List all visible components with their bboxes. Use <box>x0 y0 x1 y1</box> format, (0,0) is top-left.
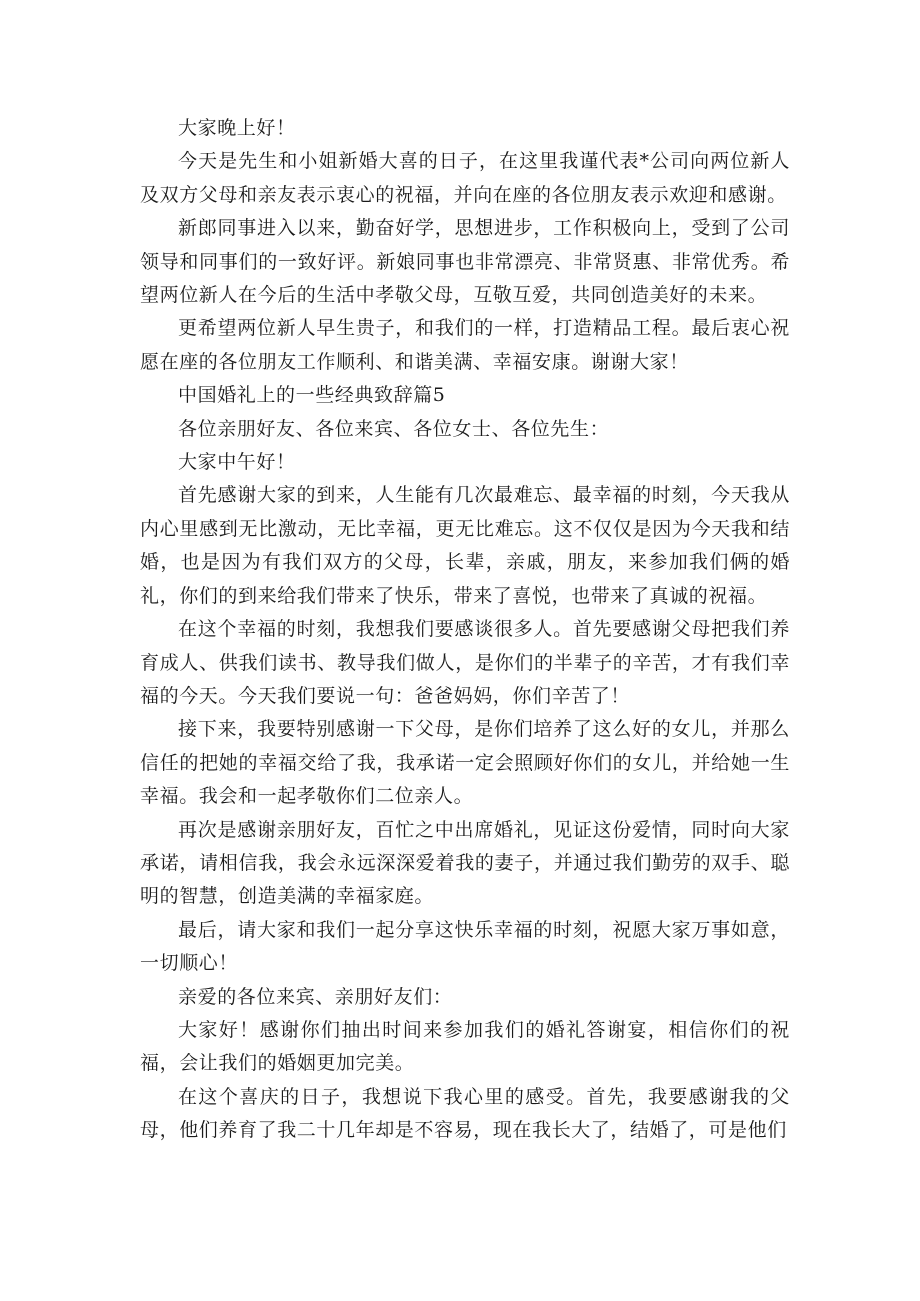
greeting-evening: 大家晚上好！ <box>178 117 296 139</box>
paragraph-thanks-friends: 再次是感谢亲朋好友，百忙之中出席婚礼，见证这份爱情，同时向大家承诺，请相信我，我会永远深深爱着我的妻子，并通过我们勤劳的双手、聪明的智慧，创造美满的幸福家庭。 <box>140 818 790 908</box>
paragraph-banquet-thanks: 大家好！感谢你们抽出时间来参加我们的婚礼答谢宴，相信你们的祝福，会让我们的婚姻更加完美。 <box>140 1018 790 1075</box>
paragraph-closing-wishes: 更希望两位新人早生贵子，和我们的一样，打造精品工程。最后衷心祝愿在座的各位朋友工作顺利、和谐美满、幸福安康。谢谢大家！ <box>140 317 790 373</box>
paragraph-groom-colleague: 新郎同事进入以来，勤奋好学，思想进步，工作积极向上，受到了公司领导和同事们的一致好评。新娘同事也非常漂亮、非常贤惠、非常优秀。希望两位新人在今后的生活中孝敬父母，互敬互爱，共同创造美好的未来。 <box>140 217 790 307</box>
paragraph-company-blessing: 今天是先生和小姐新婚大喜的日子，在这里我谨代表*公司向两位新人及双方父母和亲友表示衷心的祝福，并向在座的各位朋友表示欢迎和感谢。 <box>140 150 790 206</box>
paragraph-thanks-parents: 在这个幸福的时刻，我想我们要感谈很多人。首先要感谢父母把我们养育成人、供我们读书、教导我们做人，是你们的半辈子的辛苦，才有我们幸福的今天。今天我们要说一句：爸爸妈妈，你们辛苦了！ <box>140 618 790 707</box>
paragraph-feelings: 在这个喜庆的日子，我想说下我心里的感受。首先，我要感谢我的父母，他们养育了我二十几年却是不容易，现在我长大了，结婚了，可是他们 <box>140 1085 790 1142</box>
section-heading: 中国婚礼上的一些经典致辞篇5 <box>178 384 446 407</box>
paragraph-thanks-guests: 首先感谢大家的到来，人生能有几次最难忘、最幸福的时刻，今天我从内心里感到无比激动，无比幸福，更无比难忘。这不仅仅是因为今天我和结婚，也是因为有我们双方的父母，长辈，亲戚，朋友，来参加我们俩的婚礼，你们的到来给我们带来了快乐，带来了喜悦，也带来了真诚的祝福。 <box>140 484 790 607</box>
salutation: 各位亲朋好友、各位来宾、各位女士、各位先生： <box>178 417 610 440</box>
salutation-second: 亲爱的各位来宾、亲朋好友们： <box>178 985 453 1008</box>
document-body <box>140 112 790 1148</box>
paragraph-thanks-in-laws: 接下来，我要特别感谢一下父母，是你们培养了这么好的女儿，并那么信任的把她的幸福交给了我，我承诺一定会照顾好你们的女儿，并给她一生幸福。我会和一起孝敬你们二位亲人。 <box>140 718 790 808</box>
greeting-noon: 大家中午好！ <box>178 451 296 474</box>
paragraph-final-wishes: 最后，请大家和我们一起分享这快乐幸福的时刻，祝愿大家万事如意，一切顺心！ <box>140 918 790 975</box>
